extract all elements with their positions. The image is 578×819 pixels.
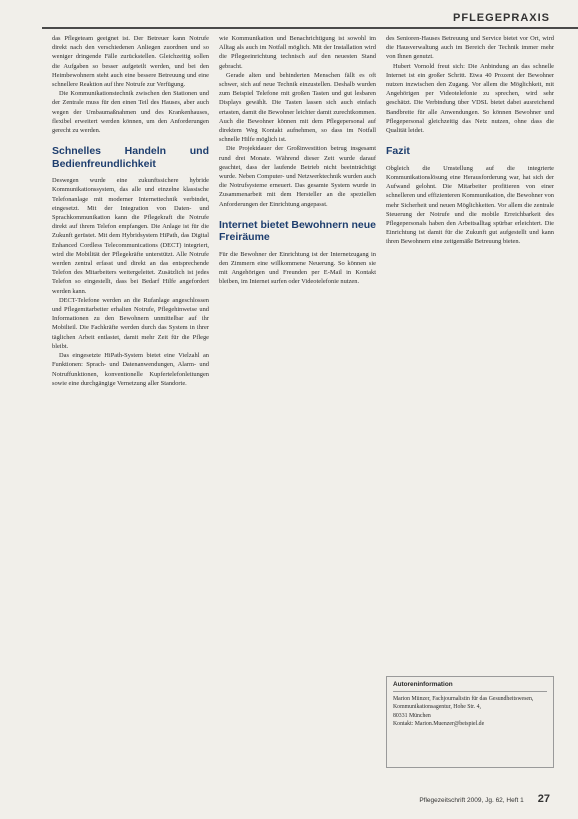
info-box-title: Autoreninformation: [393, 681, 547, 692]
paragraph: Für die Bewohner der Einrichtung ist der Internetzugang in den Zimmern eine willkommene Neuerung. So können sie mit Angehörigen und Freunden per E-Mail in Kontakt bleiben, im Internet surfen oder Videotelefonie nutzen.: [219, 250, 376, 286]
column-1: [52, 34, 209, 772]
section-heading: Internet bietet Bewohnern neue Freiräume: [219, 218, 376, 244]
paragraph: Das eingesetzte HiPath-System bietet eine Vielzahl an Funktionen: Sprach- und Datenanwendungen, Alarm- und Notruffunktionen, konventionelle Kupfertelefonleitungen sowie eine durchgängige Vernetzung aller Standorte.: [52, 352, 209, 387]
paragraph: Die Projektdauer der Großinvestition betrug insgesamt rund drei Monate. Während dieser Zeit wurde darauf geachtet, dass der laufende Betrieb nicht beeinträchtigt wurde. Neben Computer- und Netzwerktechnik wurden auch die Notrufsysteme erneuert. Das gesamte System wurde in Zusammenarbeit mit dem Hersteller an die speziellen Anforderungen der Einrichtung angepasst.: [219, 145, 376, 208]
column-2: [219, 34, 376, 772]
author-info-box: [386, 676, 554, 768]
running-head: PFLEGEPRAXIS: [453, 12, 550, 24]
paragraph: wie Kommunikation und Benachrichtigung ist sowohl im Alltag als auch im Notfall möglich. Mit der Installation wird die Pflegeeinrichtung technisch auf den neuesten Stand gebracht.: [219, 35, 376, 70]
paragraph: des Senioren-Hauses Betreuung und Service bietet vor Ort, wird die Hausverwaltung auch im Bereich der Technik immer mehr von Ihnen genutzt.: [386, 35, 554, 61]
paragraph: Gerade alten und behinderten Menschen fällt es oft schwer, sich auf neue Technik einzustellen. Deshalb wurden zum Beispiel Telefone mit großen Tasten und gut lesbaren Displays gewählt. Die Tasten lassen sich auch einfach ertasten, damit die Bewohner leichter damit zurechtkommen. Auch die Bewohner können mit dem Pflegepersonal auf direktem Weg Kontakt aufnehmen, so dass im Notfall schnelle Hilfe möglich ist.: [219, 71, 376, 144]
section-heading: Fazit: [386, 145, 410, 158]
header-rule: [42, 27, 578, 29]
paragraph: Hubert Vornold freut sich: Die Anbindung an das schnelle Internet ist ein großer Schritt. Etwa 40 Prozent der Bewohner nutzen inzwischen den Zugang. Vor allem die Möglichkeit, mit Angehörigen per Videotelefonie zu sprechen, wird sehr geschätzt. Die Verbindung über VDSL bietet dabei ausreichend Bandbreite für alle Anwendungen. So können Bewohner und Pflegepersonal gleichzeitig das Netz nutzen, ohne dass die Qualität leidet.: [386, 62, 554, 135]
page-footer: [419, 793, 550, 805]
paragraph: Deswegen wurde eine zukunftssichere hybride Kommunikationssystem, das alle und einzelne klassische Telefonanlage mit moderner Internettechnik verbindet, eingesetzt. Mit der Integration von Daten- und Sprachkommunikation kann die Pflegekraft die Notrufe direkt auf ihrem Telefon empfangen. Die Anlage ist für die Zukunft gerüstet. Mit dem Hybridsystem HiPath, das Digital Enhanced Cordless Telecommunications (DECT) integriert, wird die Mobilität der Pflegekräfte unterstützt. Alle Notrufe werden zentral erfasst und direkt an das entsprechende Telefon des Mitarbeiters weitergeleitet. Zusätzlich ist jedes Telefon so eingestellt, dass bei Bedarf Hilfe angefordert werden kann.: [52, 177, 209, 295]
info-line: Kommunikationsagentur, Hohe Str. 4,: [393, 704, 482, 711]
journal-citation: Pflegezeitschrift 2009, Jg. 62, Heft 1: [419, 797, 524, 804]
info-line: Kontakt: Marion.Muenzer@beispiel.de: [393, 720, 485, 727]
paragraph: das Pflegeteam geeignet ist. Der Betreuer kann Notrufe direkt nach den verschiedenen Anliegen zuordnen und so weniger dringende Fälle zurückstellen. Gleichzeitig sollen die Aufgaben so besser aufgeteilt werden, und bei den Heimbewohnern steht auch eine bessere Betreuung und eine schnellere Reaktion auf ihre Notrufe zur Verfügung.: [52, 35, 209, 89]
page-number: 27: [537, 793, 550, 805]
paragraph: DECT-Telefone werden an die Rufanlage angeschlossen und Pflegemitarbeiter erhalten Notrufe, Pflegehinweise und Informationen zu den Bewohnern unmittelbar auf ihr Mobilteil. Die Fachkräfte werden durch das System in ihrer täglichen Arbeit entlastet, damit mehr Zeit für die Pflege bleibt.: [52, 296, 209, 350]
paragraph: Obgleich die Umstellung auf die integrierte Kommunikationslösung eine Herausforderung war, hat sich der Aufwand gelohnt. Die Mitarbeiter profitieren von einer schnelleren und effizienteren Kommunikation, die Bewohner von mehr Sicherheit und neuen Möglichkeiten. Vor allem die zentrale Steuerung der Notrufe und die mobile Erreichbarkeit des Pflegepersonals haben den Arbeitsalltag spürbar erleichtert. Die Einrichtung ist damit für die Zukunft gut aufgestellt und kann ihren Bewohnern eine zeitgemäße Betreuung bieten.: [386, 164, 554, 246]
section-heading: Schnelles Handeln und Bedienfreundlichkeit: [52, 145, 209, 170]
info-line: 80331 München: [393, 712, 431, 719]
info-line: Marion Münzer, Fachjournalistin für das Gesundheitswesen,: [393, 696, 534, 703]
paragraph: Die Kommunikationstechnik zwischen den Stationen und der Zentrale muss für den einen Teil des Hauses, aber auch wegen der Umbaumaßnahmen und des Krankenhauses, flexibel erweitert werden können, um den Anforderungen gerecht zu werden.: [52, 90, 209, 135]
column-3: [386, 34, 554, 664]
